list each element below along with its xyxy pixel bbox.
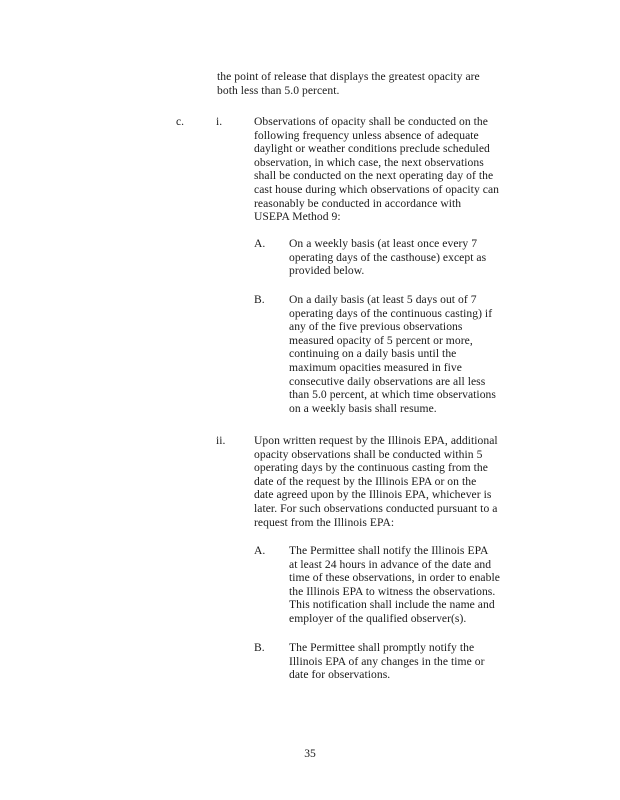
section-c-marker: c. bbox=[176, 115, 185, 128]
item-ii-sub-b-paragraph: The Permittee shall promptly notify the Illinois EPA of any changes in the time or date for observations. bbox=[289, 641, 485, 682]
page-number: 35 bbox=[304, 747, 316, 760]
continuation-paragraph: the point of release that displays the greatest opacity are both less than 5.0 percent. bbox=[217, 70, 480, 97]
item-ii-sub-a-paragraph: The Permittee shall notify the Illinois EPA at least 24 hours in advance of the date and time of these observations, in order to enable the Illinois EPA to witness the observations. This notification shall include the name and employer of the qualified observer(s). bbox=[289, 544, 500, 625]
item-i-sub-b-marker: B. bbox=[254, 293, 265, 306]
item-ii-sub-b-marker: B. bbox=[254, 641, 265, 654]
item-i-sub-a-paragraph: On a weekly basis (at least once every 7 operating days of the casthouse) except as provided below. bbox=[289, 237, 487, 278]
item-i-sub-b-paragraph: On a daily basis (at least 5 days out of 7 operating days of the continuous casting) if any of the five previous observations measured opacity of 5 percent or more, continuing on a daily basis until the maximum opacities measured in five consecutive daily observations are all less than 5.0 percent, at which time observations on a weekly basis shall resume. bbox=[289, 293, 496, 415]
item-ii-sub-a-marker: A. bbox=[254, 544, 266, 557]
item-ii-marker: ii. bbox=[216, 434, 226, 447]
item-i-paragraph: Observations of opacity shall be conducted on the following frequency unless absence of adequate daylight or weather conditions preclude scheduled observation, in which case, the next observations shall be conducted on the next operating day of the cast house during which observations of opacity can reasonably be conducted in accordance with USEPA Method 9: bbox=[254, 115, 499, 224]
item-i-sub-a-marker: A. bbox=[254, 237, 266, 250]
item-i-marker: i. bbox=[216, 115, 223, 128]
item-ii-paragraph: Upon written request by the Illinois EPA, additional opacity observations shall be conducted within 5 operating days by the continuous casting from the date of the request by the Illinois EPA or on the date agreed upon by the Illinois EPA, whichever is later. For such observations conducted pursuant to a request from the Illinois EPA: bbox=[254, 434, 498, 529]
